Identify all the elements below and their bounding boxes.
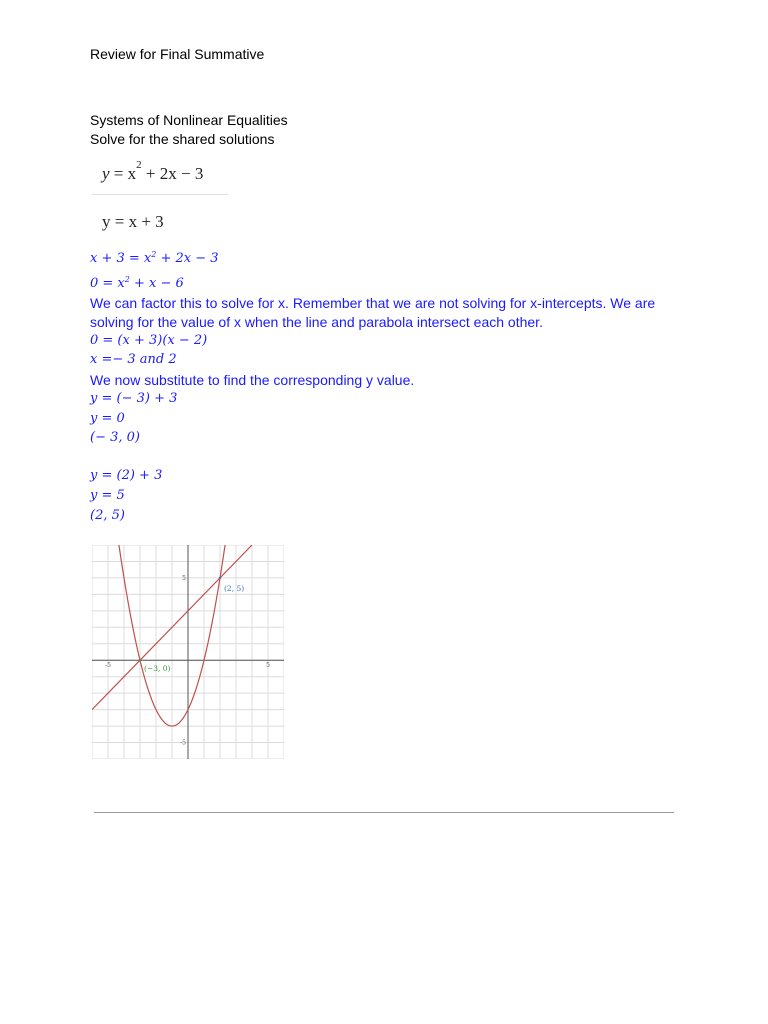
x-tick-label: -5 xyxy=(105,662,111,670)
equation-line: y = x + 3 xyxy=(102,212,164,231)
factored-equation: 0 = (x + 3)(x − 2) xyxy=(90,333,208,348)
x-tick-label: 5 xyxy=(266,662,270,670)
intersection-point xyxy=(219,577,221,579)
result-1: y = 0 xyxy=(90,411,125,426)
explanation-factor-1: We can factor this to solve for x. Remember that we are not solving for x-intercepts. We are xyxy=(90,295,656,311)
divider-line xyxy=(94,812,674,813)
point-1: (− 3, 0) xyxy=(90,430,140,445)
y-tick-label: -5 xyxy=(180,739,186,747)
equation-parabola: $y = x^2 + 2x - 3$ xyxy=(92,154,228,195)
intersection-point-label: (2, 5) xyxy=(224,583,245,593)
work-line-1: $x + 3 = x^2 + 2x - 3$ xyxy=(90,250,219,266)
point-2: (2, 5) xyxy=(90,508,125,523)
intersection-graph xyxy=(92,545,284,759)
section-heading: Systems of Nonlinear Equalities xyxy=(90,112,288,128)
intersection-point xyxy=(139,659,141,661)
explanation-factor-2: solving for the value of x when the line and parabola intersect each other. xyxy=(90,314,543,330)
page-title: Review for Final Summative xyxy=(90,46,265,62)
explanation-substitute: We now substitute to find the corresponding y value. xyxy=(90,372,415,388)
work-line-2: $0 = x^2 + x - 6$ xyxy=(90,275,184,291)
intersection-point-label: (−3, 0) xyxy=(144,664,171,674)
substitution-2: y = (2) + 3 xyxy=(90,468,163,483)
roots: x =− 3 and 2 xyxy=(90,352,177,367)
result-2: y = 5 xyxy=(90,488,125,503)
substitution-1: y = (− 3) + 3 xyxy=(90,391,178,406)
axes xyxy=(92,545,284,759)
section-instruction: Solve for the shared solutions xyxy=(90,131,275,147)
y-tick-label: 5 xyxy=(182,574,186,582)
